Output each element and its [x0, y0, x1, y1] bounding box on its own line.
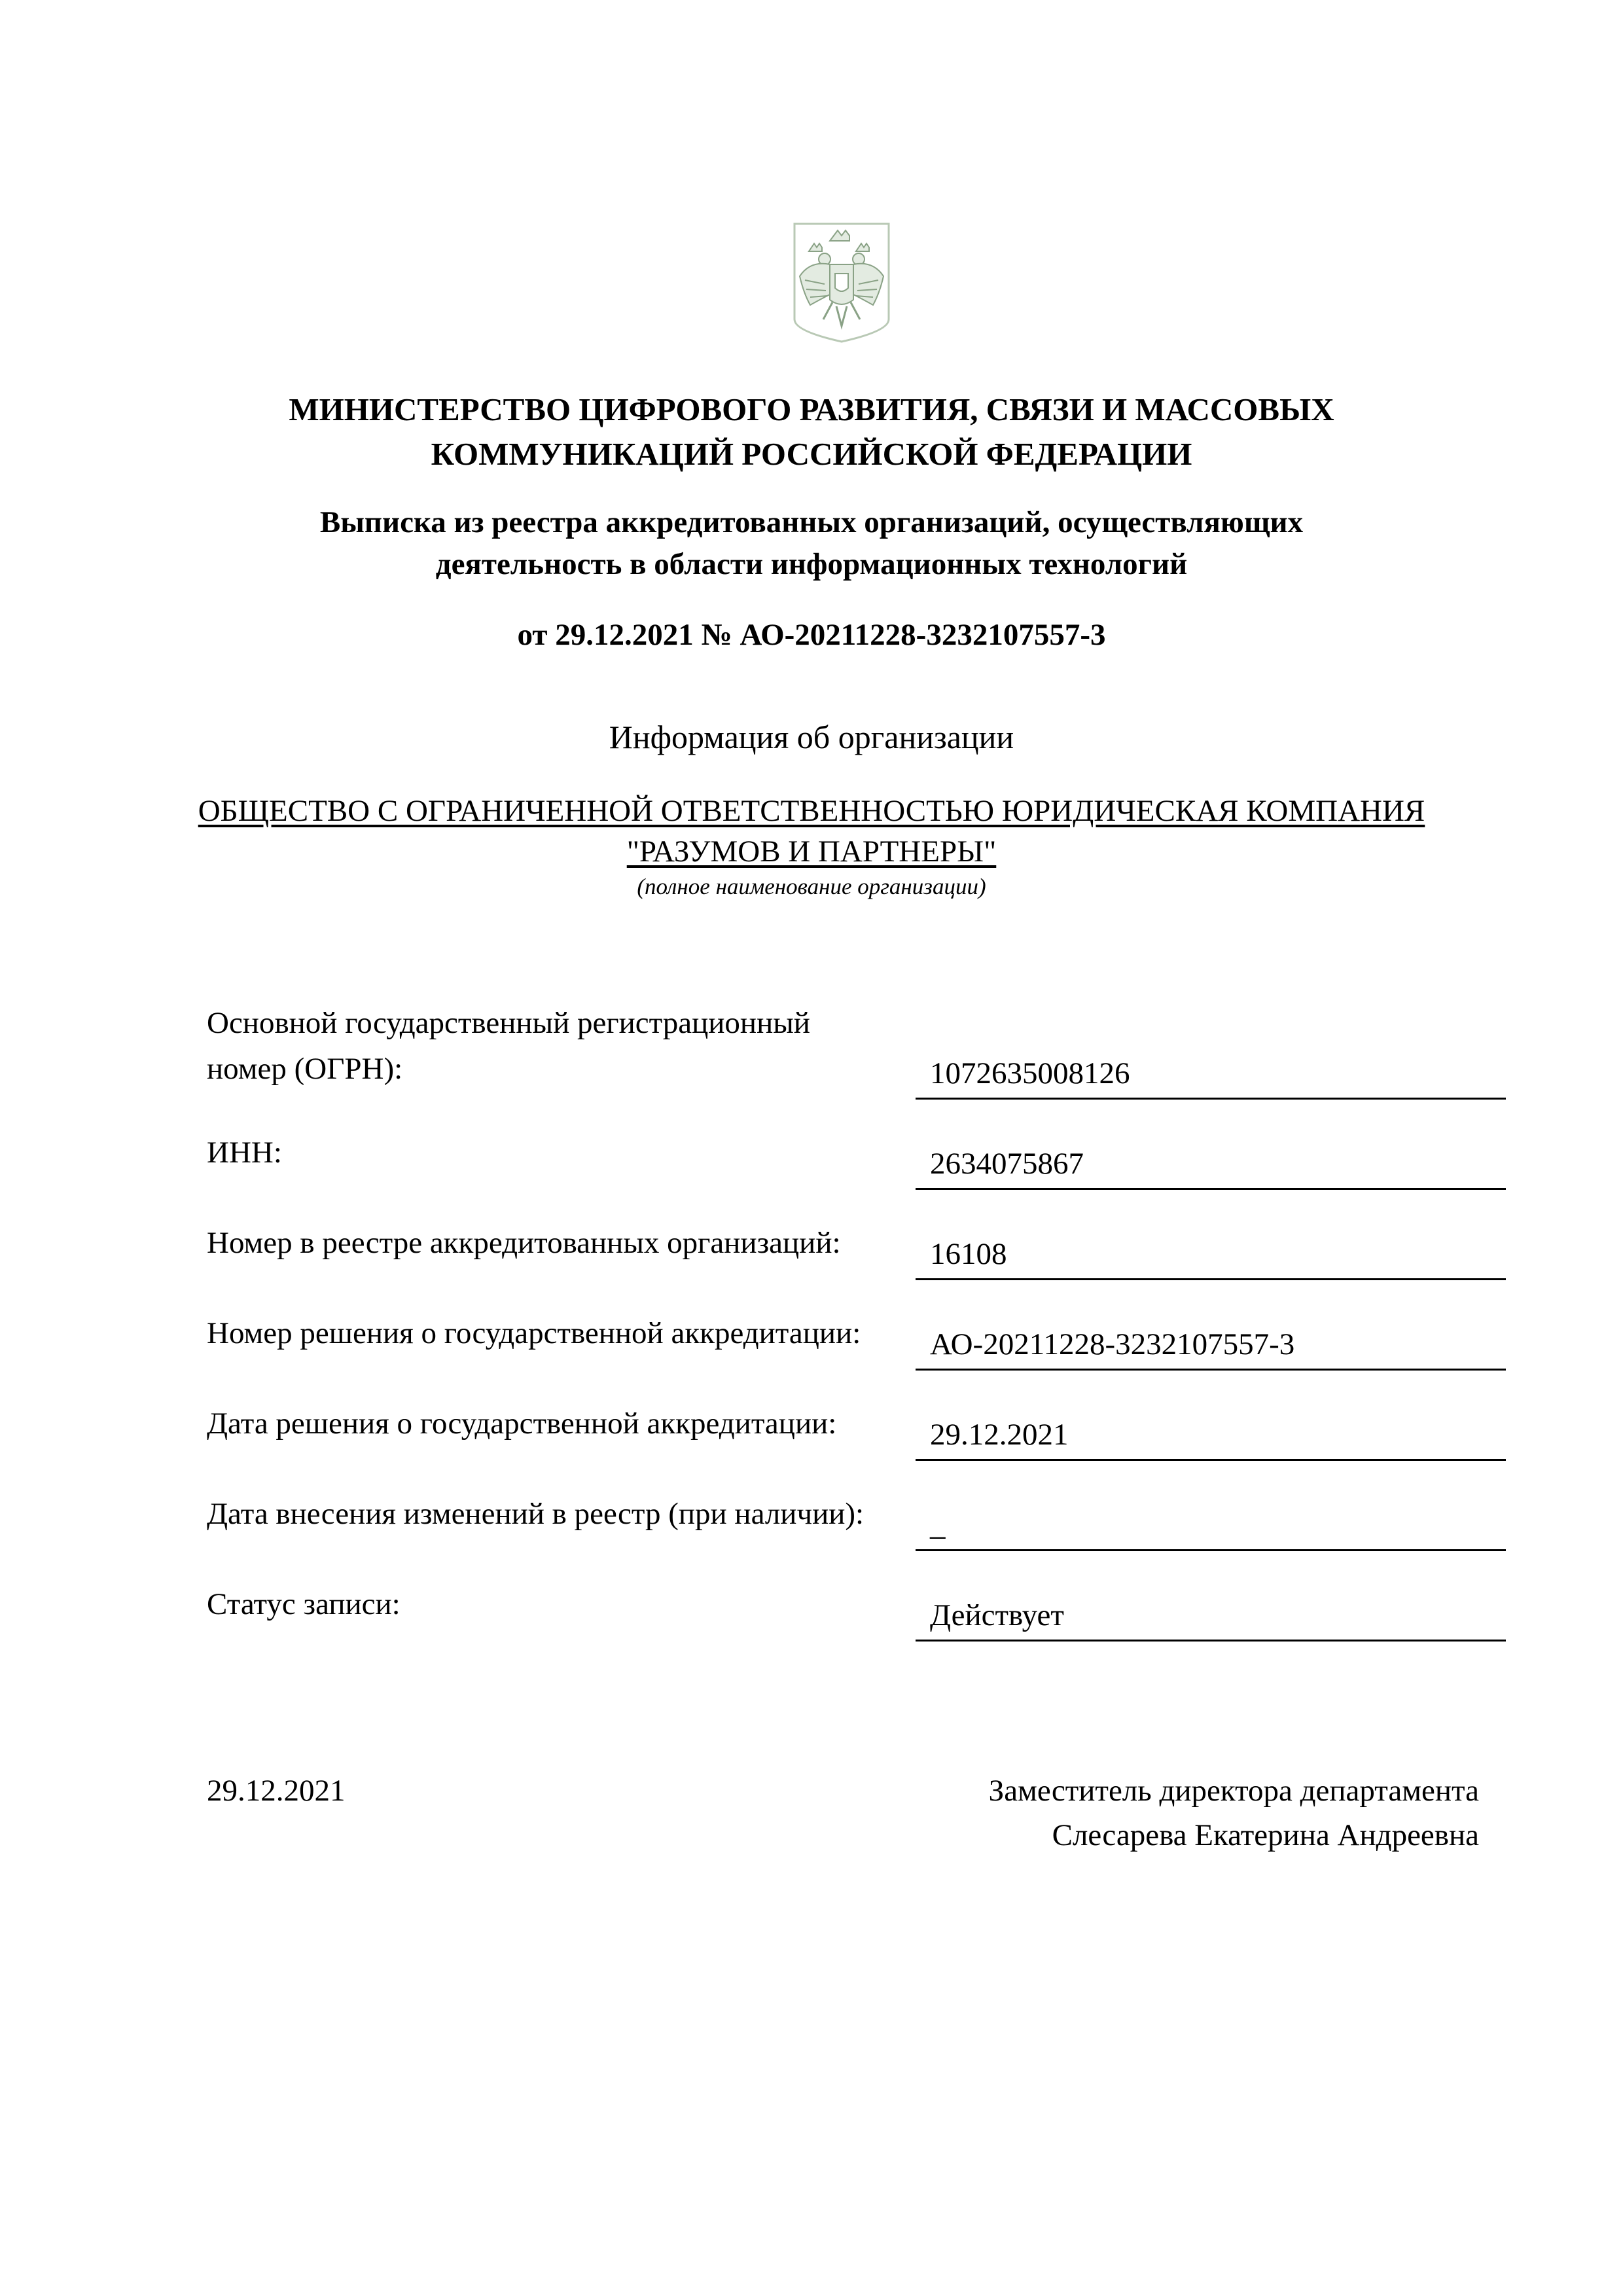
field-ogrn-label-line-2: номер (ОГРН):: [207, 1052, 403, 1086]
field-ogrn-value: 1072635008126: [916, 1047, 1506, 1100]
field-status-label: Статус записи:: [207, 1587, 401, 1621]
ministry-line-2: КОММУНИКАЦИЙ РОССИЙСКОЙ ФЕДЕРАЦИИ: [431, 436, 1192, 472]
signer-block: [989, 1768, 1479, 1857]
field-decision-date-value: 29.12.2021: [916, 1408, 1506, 1461]
field-inn: [207, 1111, 1516, 1190]
field-decision-number-value: АО-20211228-3232107557-3: [916, 1318, 1506, 1371]
field-registry-number-label: Номер в реестре аккредитованных организаций:: [207, 1226, 841, 1260]
ministry-line-1: МИНИСТЕРСТВО ЦИФРОВОГО РАЗВИТИЯ, СВЯЗИ И МАССОВЫХ: [289, 391, 1334, 427]
field-inn-label: ИНН:: [207, 1136, 282, 1170]
field-ogrn-label-line-1: Основной государственный регистрационный: [207, 1006, 810, 1040]
organization-name-line-2: "РАЗУМОВ И ПАРТНЕРЫ": [626, 834, 997, 869]
field-decision-date: [207, 1382, 1516, 1461]
field-change-date-label: Дата внесения изменений в реестр (при наличии):: [207, 1497, 865, 1531]
field-decision-number-label: Номер решения о государственной аккредитации:: [207, 1316, 861, 1350]
field-change-date: [207, 1473, 1516, 1551]
field-registry-number: [207, 1202, 1516, 1280]
russian-coat-of-arms-icon: [791, 221, 893, 344]
document-title-line-2: деятельность в области информационных технологий: [435, 547, 1188, 581]
organization-name-caption: (полное наименование организации): [637, 874, 986, 899]
field-registry-number-value: 16108: [916, 1228, 1506, 1280]
signature-date: 29.12.2021: [207, 1774, 346, 1808]
field-decision-date-label: Дата решения о государственной аккредитации:: [207, 1407, 837, 1441]
signer-name: Слесарева Екатерина Андреевна: [1052, 1818, 1479, 1852]
field-inn-value: 2634075867: [916, 1138, 1506, 1190]
document-title-line-1: Выписка из реестра аккредитованных организаций, осуществляющих: [319, 505, 1304, 539]
signer-position: Заместитель директора департамента: [988, 1774, 1479, 1808]
field-decision-number: [207, 1292, 1516, 1371]
document-number: от 29.12.2021 № АО-20211228-3232107557-3: [517, 618, 1106, 652]
field-status-value: Действует: [916, 1589, 1506, 1641]
organization-info-heading: Информация об организации: [609, 719, 1014, 755]
field-change-date-value: _: [916, 1499, 1506, 1551]
field-ogrn-label: [207, 1000, 861, 1092]
field-status: [207, 1563, 1516, 1641]
organization-full-name: [131, 791, 1492, 872]
ministry-name: [131, 387, 1492, 476]
field-ogrn: [207, 1001, 1516, 1100]
organization-name-line-1: ОБЩЕСТВО С ОГРАНИЧЕННОЙ ОТВЕТСТВЕННОСТЬЮ ЮРИДИЧЕСКАЯ КОМПАНИЯ: [198, 794, 1425, 828]
document-title: [131, 501, 1492, 585]
